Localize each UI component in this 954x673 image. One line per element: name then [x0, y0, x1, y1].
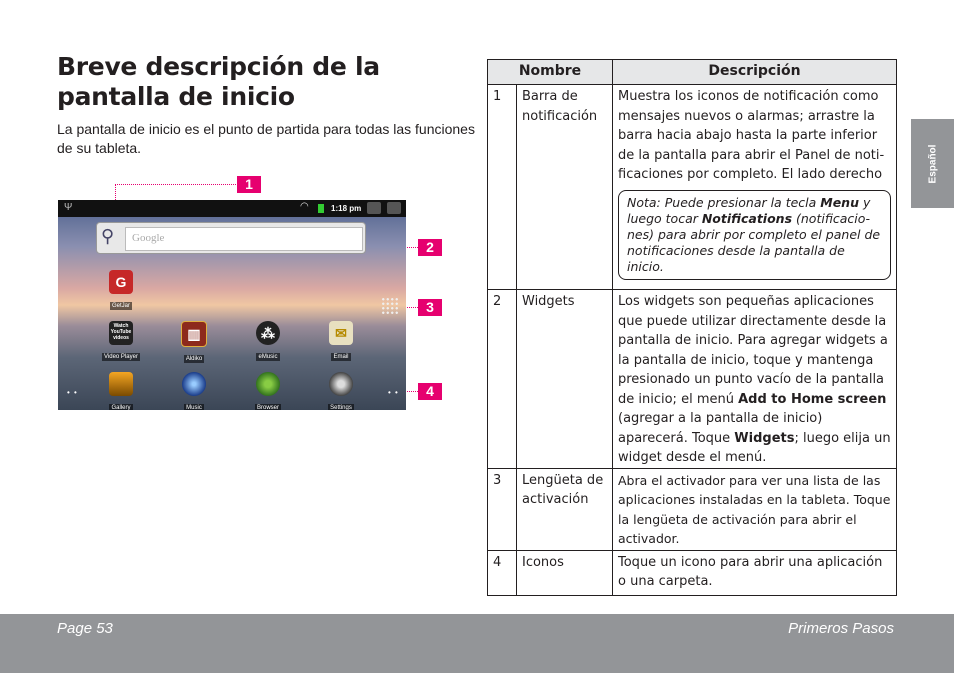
gallery-icon: [109, 372, 133, 396]
note-bold: Notifications: [701, 210, 793, 226]
back-icon: [367, 202, 381, 214]
music-icon: [182, 372, 206, 396]
header-name: Nombre: [488, 60, 613, 85]
app-label: Gallery: [111, 405, 131, 410]
row-description: Abra el activador para ver una lista de las aplicaciones instaladas en la tableta. Toque la lengüeta de activación para abrir el activador.: [613, 468, 897, 550]
youtube-icon-text: YouTube: [110, 329, 132, 335]
row-description: [613, 290, 897, 469]
google-label: Google: [132, 232, 165, 244]
row-description-bold: Add to Home screen: [738, 391, 887, 407]
row-description-text: ; luego elija un widget desde el menú.: [618, 430, 891, 465]
menu-icon: [387, 202, 401, 214]
getjar-icon: G: [109, 270, 133, 294]
callout-1-leader: [115, 184, 236, 185]
app-label: Email: [333, 354, 349, 360]
app-aldiko: [166, 321, 222, 365]
row-number: 1: [488, 85, 517, 290]
row-description-text: (agregar a la pantalla de inicio) aparecerá. Toque: [618, 411, 823, 446]
page-indicator-left: • •: [67, 388, 78, 397]
app-browser: [240, 372, 296, 410]
table-row: [488, 468, 897, 550]
row-number: 4: [488, 550, 517, 595]
youtube-icon: [109, 321, 133, 345]
wifi-icon: ◠: [300, 201, 309, 212]
callout-1: 1: [237, 176, 261, 193]
emusic-icon: ⁂: [256, 321, 280, 345]
note-bold: Menu: [820, 194, 859, 210]
app-gallery: [93, 372, 149, 410]
battery-icon: [318, 204, 324, 213]
row-name: Lengüeta de activación: [517, 468, 613, 550]
page-heading: Breve descripción de la pantalla de inicio: [57, 52, 380, 111]
row-number: 2: [488, 290, 517, 469]
gear-icon: [329, 372, 353, 396]
note-box: [618, 190, 891, 280]
launcher-tab-icon: [381, 297, 399, 315]
app-video-player: [93, 321, 149, 363]
note-text: y luego tocar: [627, 194, 871, 226]
language-tab-label: Español: [927, 144, 938, 183]
app-settings: [313, 372, 369, 410]
page-footer: [0, 614, 954, 673]
usb-icon: Ψ: [64, 202, 73, 213]
app-label: Music: [186, 405, 202, 410]
note-text: Nota: Puede presionar la tecla: [627, 194, 821, 210]
app-label: eMusic: [258, 354, 278, 360]
row-description: Toque un icono para abrir una aplicación o una carpeta.: [613, 550, 897, 595]
app-emusic: [240, 321, 296, 363]
note-text: (notificaciones) para abrir por completo el panel de notificaciones desde la pantalla de inicio.: [627, 210, 881, 274]
row-description-bold: Widgets: [734, 430, 795, 446]
status-time: 1:18 pm: [331, 204, 362, 213]
row-description: [613, 85, 897, 290]
table-row: [488, 85, 897, 290]
email-icon: ✉: [329, 321, 353, 345]
row-name: Widgets: [517, 290, 613, 469]
search-icon: ⚲: [101, 226, 115, 246]
row-name: Barra de notificación: [517, 85, 613, 290]
search-field: [125, 227, 363, 251]
section-name: Primeros Pasos: [788, 620, 894, 637]
app-label: Settings: [330, 405, 352, 410]
callout-2: 2: [418, 239, 442, 256]
youtube-icon-text: videos: [113, 335, 129, 341]
page-indicator-right: • •: [388, 388, 399, 397]
app-email: [313, 321, 369, 363]
row-description-text: Los widgets son pequeñas aplicaciones que puede utilizar directamente desde la pantalla de inicio. Para agregar widgets a la pantalla de inicio, toque y mantenga presionado un punto vacío de la pantalla de inicio; el menú: [618, 294, 888, 407]
callout-3: 3: [418, 299, 442, 316]
notification-bar: [58, 200, 406, 217]
intro-paragraph: La pantalla de inicio es el punto de partida para todas las funciones de su tableta.: [57, 121, 475, 156]
globe-icon: [256, 372, 280, 396]
bookshelf-icon: ▥: [181, 321, 207, 347]
youtube-icon-text: Watch: [113, 323, 129, 329]
page-number: Page 53: [57, 620, 113, 637]
table-row: [488, 290, 897, 469]
callout-4: 4: [418, 383, 442, 400]
description-table: [487, 59, 897, 596]
app-label: Aldiko: [185, 356, 203, 362]
app-label: Video Player: [104, 354, 138, 360]
google-search-widget: [96, 222, 366, 254]
row-name: Iconos: [517, 550, 613, 595]
app-label: Browser: [256, 405, 279, 410]
app-label: GetJar: [111, 303, 130, 309]
app-music: [166, 372, 222, 410]
home-screen-image: [58, 200, 406, 410]
table-header-row: [488, 60, 897, 85]
header-description: Descripción: [613, 60, 897, 85]
language-tab: [911, 119, 954, 208]
app-getjar: [93, 270, 149, 312]
row-description-text: Muestra los iconos de notificación como mensajes nuevos o alarmas; arrastre la barra hacia abajo hasta la parte inferior de la pantalla para abrir el Panel de notificaciones por completo. El lado derecho: [618, 89, 885, 182]
row-number: 3: [488, 468, 517, 550]
table-row: [488, 550, 897, 595]
